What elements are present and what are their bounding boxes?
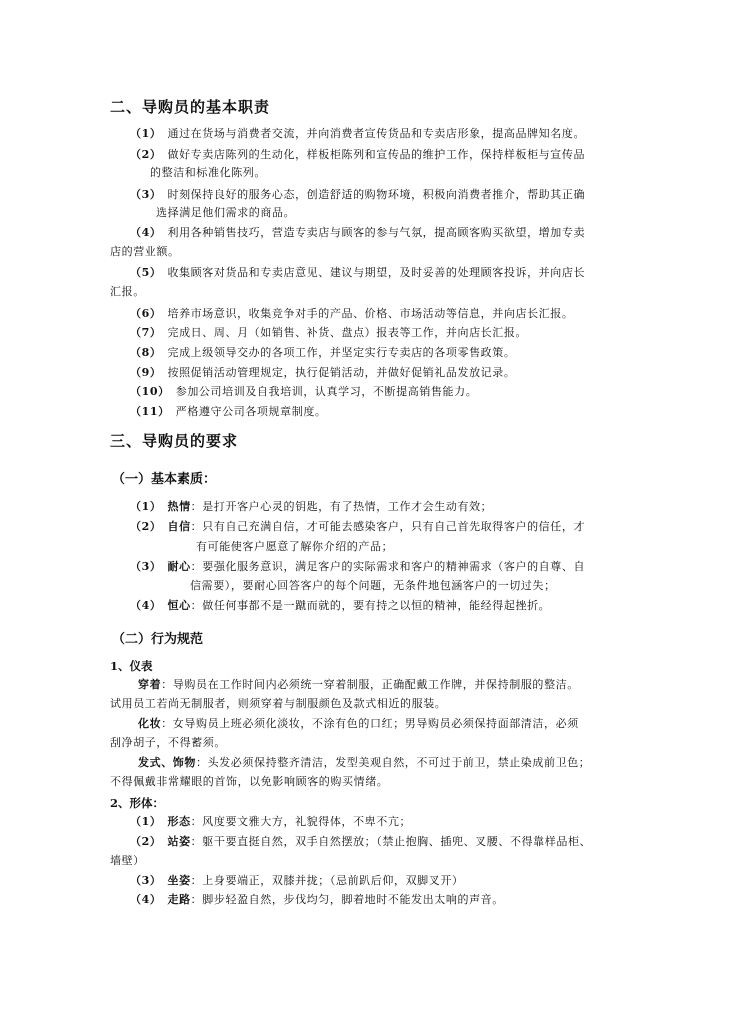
section-3-title: 三、导购员的要求	[110, 432, 239, 450]
behavior-standard-title: （二）行为规范	[112, 632, 204, 647]
duty-item-7: （7） 完成日、周、月（如销售、补货、盘点）报表等工作，并向店长汇报。	[130, 326, 528, 339]
duty-item-8: （8） 完成上级领导交办的各项工作，并坚定实行专卖店的各项零售政策。	[130, 346, 516, 359]
quality-item-2-cont: 有可能使客户愿意了解你介绍的产品；	[196, 540, 394, 553]
basic-quality-title: （一）基本素质：	[112, 472, 217, 487]
duty-item-5: （5） 收集顾客对货品和专卖店意见、建议与期望，及时妥善的处理顾客投诉，并向店长	[130, 266, 586, 279]
duty-item-9: （9） 按照促销活动管理规定，执行促销活动，并做好促销礼品发放记录。	[130, 366, 516, 379]
duty-item-2: （2） 做好专卖店陈列的生动化，样板柜陈列和宣传品的维护工作，保持样板柜与宣传品	[130, 148, 586, 161]
posture-title: 2、形体：	[110, 796, 165, 810]
duty-item-6: （6） 培养市场意识，收集竞争对手的产品、价格、市场活动等信息，并向店长汇报。	[130, 307, 574, 320]
quality-item-2: （2） 自信：只有自己充满自信，才可能去感染客户，只有自己首先取得客户的信任，才	[130, 520, 586, 533]
quality-item-3: （3） 耐心：要强化服务意识，满足客户的实际需求和客户的精神需求（客户的自尊、自	[130, 560, 586, 573]
hair-accessory-paragraph-cont: 不得佩戴非常耀眼的首饰，以免影响顾客的购买情绪。	[110, 775, 389, 788]
duty-item-1: （1） 通过在货场与消费者交流，并向消费者宣传货品和专卖店形象，提高品牌知名度。	[130, 127, 586, 140]
makeup-paragraph: 化妆：女导购员上班必须化淡妆，不涂有色的口红；男导购员必须保持面部清洁，必须	[138, 717, 579, 730]
quality-item-4: （4） 恒心：做任何事都不是一蹴而就的，要有持之以恒的精神，能经得起挫折。	[130, 599, 551, 612]
appearance-title: 1、仪表	[110, 659, 153, 673]
quality-item-1: （1） 热情：是打开客户心灵的钥匙，有了热情，工作才会生动有效；	[130, 500, 493, 513]
hair-accessory-paragraph: 发式、饰物：头发必须保持整齐清洁，发型美观自然，不可过于前卫，禁止染成前卫色；	[138, 756, 591, 769]
posture-item-3: （3） 坐姿：上身要端正，双膝并拢；（忌前趴后仰，双脚叉开）	[130, 874, 464, 887]
posture-item-1: （1） 形态：风度要文雅大方，礼貌得体，不卑不亢；	[130, 815, 412, 828]
duty-item-10: （10） 参加公司培训及自我培训，认真学习，不断提高销售能力。	[130, 385, 478, 398]
duty-item-3: （3） 时刻保持良好的服务心态，创造舒适的购物环境，积极向消费者推介，帮助其正确	[130, 188, 586, 201]
duty-item-11: （11） 严格遵守公司各项规章制度。	[130, 405, 327, 418]
clothing-paragraph: 穿着：导购员在工作时间内必须统一穿着制服，正确配戴工作牌，并保持制服的整洁。	[138, 678, 579, 691]
duty-item-4: （4） 利用各种销售技巧，营造专卖店与顾客的参与气氛，提高顾客购买欲望，增加专卖	[130, 226, 586, 239]
makeup-paragraph-cont: 刮净胡子，不得蓄须。	[110, 736, 226, 749]
posture-item-4: （4） 走路：脚步轻盈自然，步伐均匀，脚着地时不能发出太响的声音。	[130, 893, 504, 906]
quality-item-3-cont: 信需要），要耐心回答客户的每个问题，无条件地包涵客户的一切过失；	[190, 579, 556, 592]
posture-item-2: （2） 站姿：躯干要直挺自然，双手自然摆放；（禁止抱胸、插兜、叉腰、不得靠样品柜、	[130, 835, 592, 848]
duty-item-5-cont: 汇报。	[110, 285, 145, 298]
duty-item-2-cont: 的整洁和标准化陈列。	[150, 166, 266, 179]
duty-item-3-cont: 选择满足他们需求的商品。	[156, 206, 296, 219]
section-2-title: 二、导购员的基本职责	[110, 98, 271, 116]
posture-item-2-cont: 墙壁）	[110, 854, 145, 867]
duty-item-4-cont: 店的营业额。	[110, 245, 180, 258]
clothing-paragraph-cont: 试用员工若尚无制服者，则须穿着与制服颜色及款式相近的服装。	[110, 697, 447, 710]
